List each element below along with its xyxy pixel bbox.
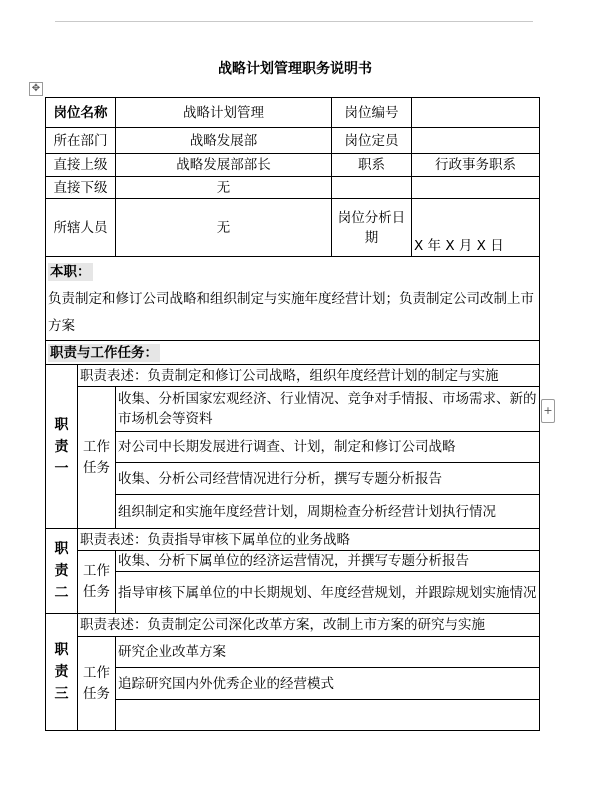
add-column-handle-icon[interactable]: + [541,399,555,423]
position-name-label: 岗位名称 [46,98,116,128]
header-row [46,154,540,177]
task-row [46,572,540,614]
document-title: 战略计划管理职务说明书 [218,61,372,77]
task-row [46,387,540,432]
duties-section-label: 职责与工作任务： [50,344,158,361]
section-row [46,341,540,365]
analysis-date-label: 岗位分析日期 [332,199,412,257]
empty-cell [332,177,412,199]
task-item: 组织制定和实施年度经营计划，周期检查分析经营计划执行情况 [116,495,540,529]
task-item: 对公司中长期发展进行调查、计划，制定和修订公司战略 [116,432,540,463]
duty-3-work-label: 工作 任务 [78,637,116,731]
duty-row [46,529,540,551]
duties-section-cell [46,341,540,365]
position-id-label: 岗位编号 [332,98,412,128]
job-family-value: 行政事务职系 [412,154,540,177]
table-move-handle-icon[interactable]: ✥ [29,82,43,96]
mission-cell [46,257,540,341]
task-item: 指导审核下属单位的中长期规划、年度经营规划，并跟踪规划实施情况 [116,572,540,614]
duty-1-statement: 职责表述：负责制定和修订公司战略，组织年度经营计划的制定与实施 [78,365,540,387]
task-row [46,495,540,529]
duty-2-statement: 职责表述：负责指导审核下属单位的业务战略 [78,529,540,551]
task-row [46,668,540,700]
headcount-value [412,128,540,154]
page-top-rule [55,21,533,22]
position-id-value [412,98,540,128]
duty-2-label: 职 责 二 [46,529,78,614]
header-row [46,128,540,154]
header-row [46,98,540,128]
header-row [46,177,540,199]
duty-1-label: 职 责 一 [46,365,78,529]
direct-superior-value: 战略发展部部长 [116,154,332,177]
mission-text: 负责制定和修订公司战略和组织制定与实施年度经营计划；负责制定公司改制上市方案 [48,291,534,334]
duty-3-label: 职 责 三 [46,614,78,731]
direct-subordinate-value: 无 [116,177,332,199]
mission-row [46,257,540,341]
task-item: 追踪研究国内外优秀企业的经营模式 [116,668,540,700]
task-item [116,700,540,731]
duty-1-work-label: 工作 任务 [78,387,116,529]
task-row [46,432,540,463]
task-item: 收集、分析国家宏观经济、行业情况、竞争对手情报、市场需求、新的市场机会等资料 [116,387,540,432]
duty-2-work-label: 工作 任务 [78,551,116,614]
task-item: 收集、分析公司经营情况进行分析，撰写专题分析报告 [116,463,540,495]
task-row [46,463,540,495]
analysis-date-value: X 年 X 月 X 日 [412,199,540,257]
header-row [46,199,540,257]
task-row [46,551,540,572]
mission-label: 本职： [50,264,91,280]
job-family-label: 职系 [332,154,412,177]
task-row [46,700,540,731]
duty-row [46,365,540,387]
staff-value: 无 [116,199,332,257]
department-label: 所在部门 [46,128,116,154]
duty-3-statement: 职责表述：负责制定公司深化改革方案，改制上市方案的研究与实施 [78,614,540,637]
task-item: 研究企业改革方案 [116,637,540,668]
headcount-label: 岗位定员 [332,128,412,154]
task-row [46,637,540,668]
position-name-value: 战略计划管理 [116,98,332,128]
direct-subordinate-label: 直接下级 [46,177,116,199]
task-item: 收集、分析下属单位的经济运营情况，并撰写专题分析报告 [116,551,540,572]
duty-row [46,614,540,637]
empty-cell [412,177,540,199]
department-value: 战略发展部 [116,128,332,154]
direct-superior-label: 直接上级 [46,154,116,177]
staff-label: 所辖人员 [46,199,116,257]
job-description-table [45,97,540,731]
